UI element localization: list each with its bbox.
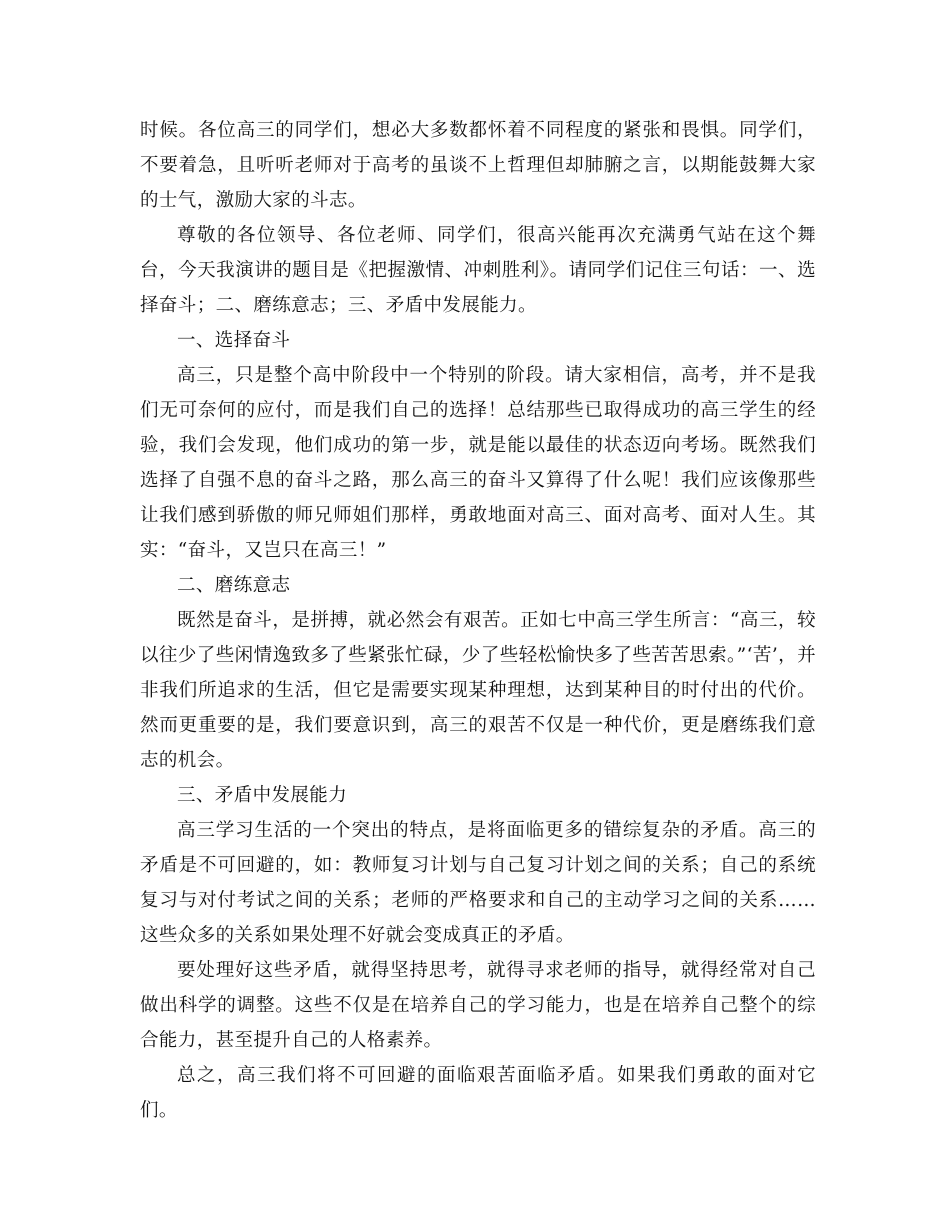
paragraph-conclusion: 总之，高三我们将不可回避的面临艰苦面临矛盾。如果我们勇敢的面对它们。 — [140, 1065, 816, 1121]
paragraph-choose-struggle: 高三，只是整个高中阶段中一个特别的阶段。请大家相信，高考，并不是我们无可奈何的应付，而是我们自己的选择！总结那些已取得成功的高三学生的经验，我们会发现，他们成功的第一步，就是能以最佳的状态迈向考场。既然我们选择了自强不息的奋斗之路，那么高三的奋斗又算得了什么呢！我们应该像那些让我们感到骄傲的师兄师姐们那样，勇敢地面对高三、面对高考、面对人生。其实：“奋斗，又岂只在高三！” — [140, 365, 816, 561]
paragraph-contradictions: 高三学习生活的一个突出的特点，是将面临更多的错综复杂的矛盾。高三的矛盾是不可回避的，如：教师复习计划与自己复习计划之间的关系；自己的系统复习与对付考试之间的关系；老师的严格要求和自己的主动学习之间的关系……这些众多的关系如果处理不好就会变成真正的矛盾。 — [140, 820, 816, 946]
paragraph-temper-will: 既然是奋斗，是拼搏，就必然会有艰苦。正如七中高三学生所言：“高三，较以往少了些闲情逸致多了些紧张忙碌，少了些轻松愉快多了些苦苦思索。”‘苦’，并非我们所追求的生活，但它是需要实现某种理想，达到某种目的时付出的代价。然而更重要的是，我们要意识到，高三的艰苦不仅是一种代价，更是磨练我们意志的机会。 — [140, 610, 816, 771]
section-heading-develop-ability: 三、矛盾中发展能力 — [177, 785, 348, 806]
paragraph-handle-contradictions: 要处理好这些矛盾，就得坚持思考，就得寻求老师的指导，就得经常对自己做出科学的调整。这些不仅是在培养自己的学习能力，也是在培养自己整个的综合能力，甚至提升自己的人格素养。 — [140, 960, 816, 1051]
paragraph-greeting-topic: 尊敬的各位领导、各位老师、同学们，很高兴能再次充满勇气站在这个舞台，今天我演讲的题目是《把握激情、冲刺胜利》。请同学们记住三句话：一、选择奋斗；二、磨练意志；三、矛盾中发展能力。 — [140, 225, 816, 316]
section-heading-choose-struggle: 一、选择奋斗 — [177, 330, 291, 351]
section-heading-temper-will: 二、磨练意志 — [177, 575, 291, 596]
paragraph-opening-continuation: 时候。各位高三的同学们，想必大多数都怀着不同程度的紧张和畏惧。同学们，不要着急，且听听老师对于高考的虽谈不上哲理但却肺腑之言，以期能鼓舞大家的士气，激励大家的斗志。 — [140, 120, 816, 211]
document-page — [140, 113, 816, 1128]
